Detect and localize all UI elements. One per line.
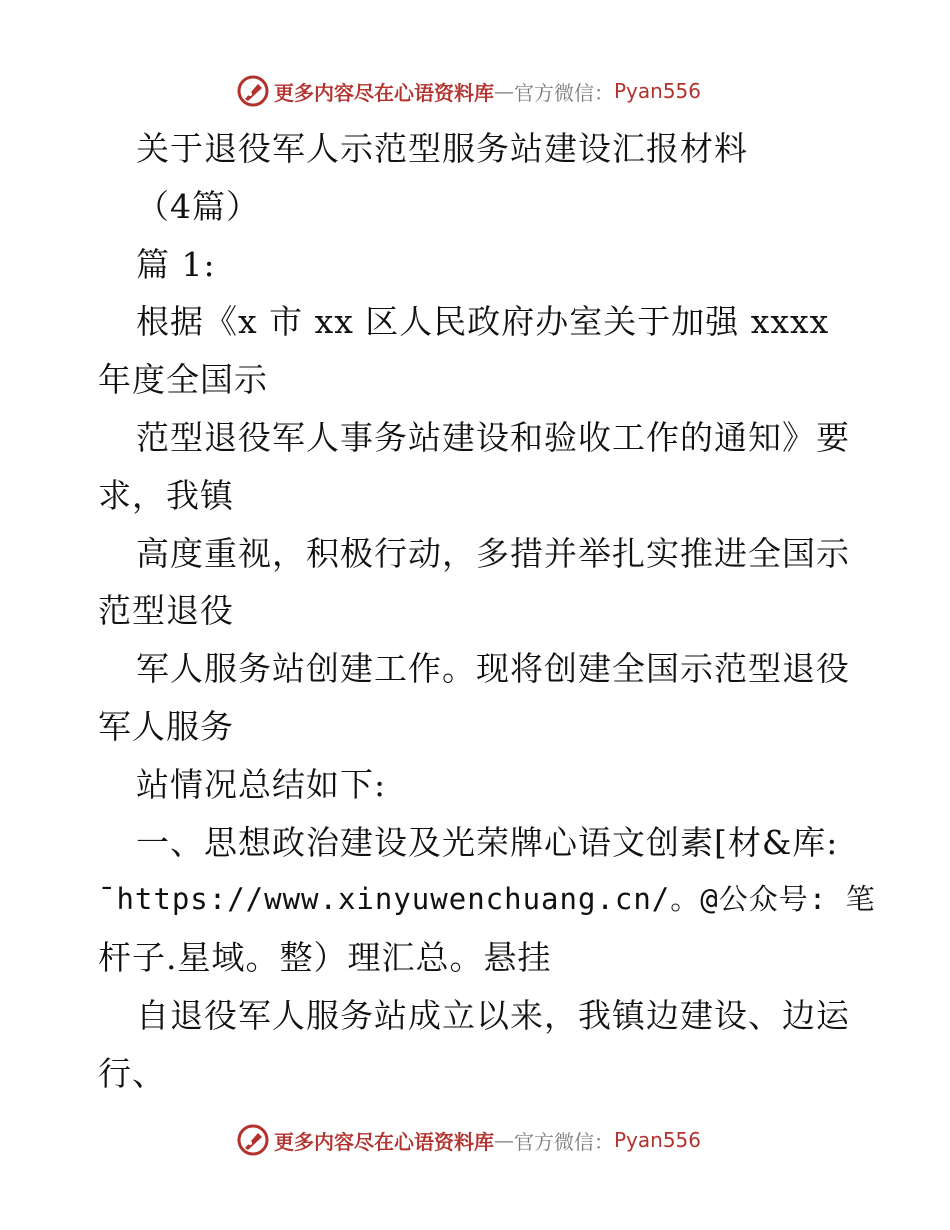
pen-nib-logo-icon <box>236 74 270 108</box>
paragraph-line-url: ¯https://www.xinyuwenchuang.cn/。@公众号: 笔 <box>98 882 876 917</box>
section-heading: 篇 1: <box>136 244 216 284</box>
banner-site-text: 更多内容尽在心语资料库 <box>274 80 494 105</box>
paragraph-line: 范型退役军人事务站建设和验收工作的通知》要 <box>136 417 850 457</box>
document-body <box>98 120 876 1103</box>
paragraph-line: 站情况总结如下: <box>136 764 387 804</box>
banner-dash: — <box>494 79 514 103</box>
paragraph-line: 军人服务 <box>98 706 234 746</box>
banner-site-text: 更多内容尽在心语资料库 <box>274 1129 494 1154</box>
paragraph-line: 根据《x 市 xx 区人民政府办室关于加强 xxxx <box>136 302 830 342</box>
paragraph-line: 高度重视，积极行动，多措并举扎实推进全国示 <box>136 533 850 573</box>
paragraph-line: 一、思想政治建设及光荣牌心语文创素[材&库: <box>136 822 839 862</box>
paragraph-line: 求，我镇 <box>98 475 234 515</box>
banner-wechat-label: 官方微信： <box>514 80 614 105</box>
paragraph-line: 范型退役 <box>98 591 234 631</box>
document-subtitle: （4篇） <box>136 186 260 226</box>
header-watermark-banner <box>236 74 701 108</box>
paragraph-line: 自退役军人服务站成立以来，我镇边建设、边运 <box>136 995 850 1035</box>
paragraph-line: 军人服务站创建工作。现将创建全国示范型退役 <box>136 649 850 689</box>
document-title: 关于退役军人示范型服务站建设汇报材料 <box>136 129 748 168</box>
banner-dash: — <box>494 1128 514 1152</box>
footer-watermark-banner <box>236 1123 701 1157</box>
pen-nib-logo-icon <box>236 1123 270 1157</box>
banner-wechat-id: Pyan556 <box>614 1128 702 1152</box>
paragraph-line: 行、 <box>98 1053 166 1093</box>
banner-wechat-id: Pyan556 <box>614 79 702 103</box>
paragraph-line: 年度全国示 <box>98 360 268 400</box>
paragraph-line: 杆子.星域。整）理汇总。悬挂 <box>98 938 552 978</box>
banner-wechat-label: 官方微信： <box>514 1129 614 1154</box>
